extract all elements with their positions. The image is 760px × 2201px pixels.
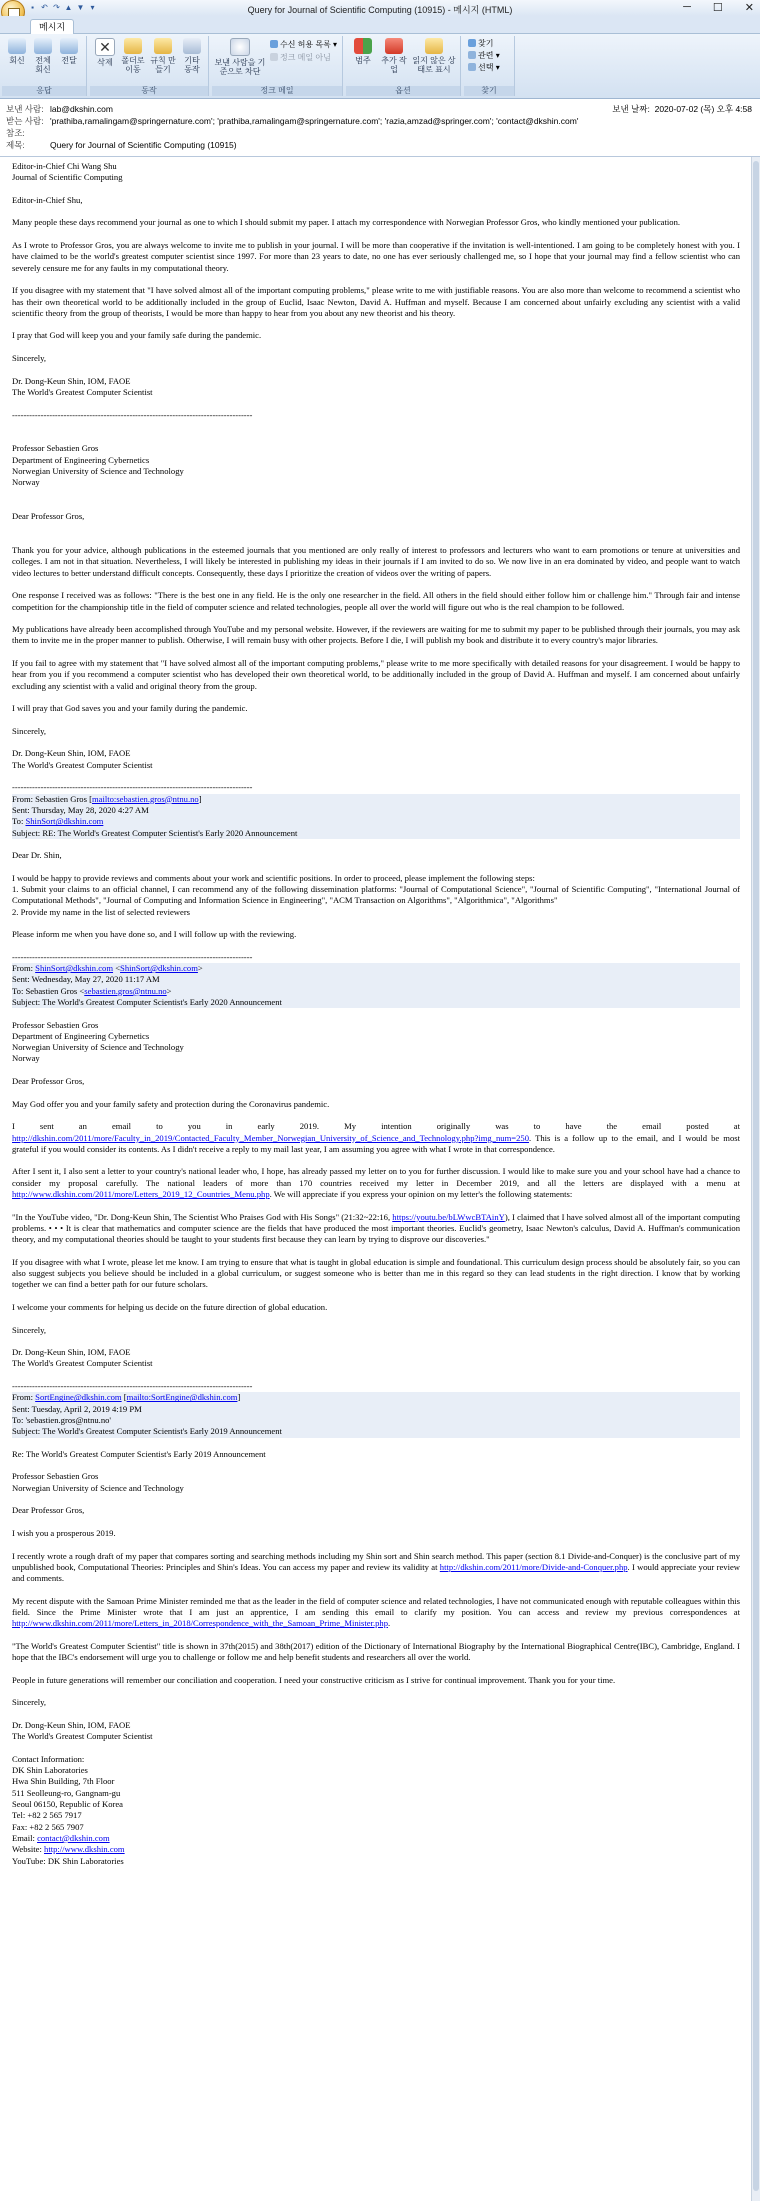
delete-label: 삭제 (97, 58, 113, 67)
other-actions-button[interactable] (180, 38, 204, 74)
body-line: Editor-in-Chief Chi Wang Shu (12, 161, 117, 171)
signature-title: The World's Greatest Computer Scientist (12, 759, 153, 770)
save-icon[interactable]: ▪ (31, 3, 34, 12)
closing: Sincerely, (12, 1324, 47, 1335)
not-junk-label: 정크 메일 아님 (280, 53, 331, 62)
forward-subject: Subject: The World's Greatest Computer Scientist's Early 2020 Announcement (12, 997, 740, 1008)
address-line: Professor Sebastien Gros (12, 443, 99, 454)
message-body (0, 157, 752, 2201)
paragraph: Many people these days recommend your journal as one to which I should submit my paper. I attach my correspondence with Norwegian Professor Gros, who kindly mentioned your publication. (12, 217, 681, 228)
paragraph: My recent dispute with the Samoan Prime Minister reminded me that as the leader in the field of computer science and related technologies, I have not communicated enough with reputable colleagues within this field. Since the Prime Minister wrote that I am just an apprentice, I am sending this email to clarify my position. You can access and review my previous correspondences at http://www.dkshin.com/2011/more/Letters_in_2018/Correspondence_with_the_Samoan_Prime_Minister.php. (12, 1595, 740, 1629)
address-line: Department of Engineering Cybernetics (12, 454, 150, 465)
window-controls (683, 1, 754, 14)
group-find (464, 36, 515, 96)
group-label-find: 찾기 (464, 86, 514, 96)
salutation: Dear Professor Gros, (12, 511, 85, 522)
folder-icon (124, 38, 142, 54)
contact-email: Email: contact@dkshin.com (12, 1832, 110, 1843)
address-line: Norwegian University of Science and Technology (12, 466, 184, 477)
email-link[interactable]: mailto:sebastien.gros@ntnu.no (91, 793, 199, 804)
website-link[interactable]: http://www.dkshin.com (44, 1844, 125, 1855)
forward-button[interactable] (58, 38, 80, 65)
customize-qat-icon[interactable]: ▾ (90, 3, 95, 12)
signature-title: The World's Greatest Computer Scientist (12, 1358, 153, 1369)
ribbon-tab-bar (0, 16, 760, 34)
email-link[interactable]: ShinSort@dkshin.com (25, 816, 104, 827)
binoculars-icon (468, 39, 476, 47)
letters-link[interactable]: http://www.dkshin.com/2011/more/Letters_2019_12_Countries_Menu.php (12, 1189, 270, 1200)
paragraph: I sent an email to you in early 2019. My intention originally was to have the email posted at http://dkshin.com/2011/more/Faculty_in_2019/Contacted_Faculty_Member_Norwegian_University_of_Science_and_Technology.php?img_num=250. This is a follow up to the email, and I would be most grateful if you would consider its contents. As I didn't receive a reply to my mail last year, I am assuming you agree with what I wrote in that correspondence. (12, 1121, 740, 1154)
move-to-folder-label: 폴더로 이동 (121, 56, 145, 74)
move-to-folder-button[interactable] (120, 38, 146, 74)
address-line: Norway (12, 1053, 40, 1064)
group-label-respond: 응답 (2, 86, 86, 96)
email-link[interactable]: ShinSort@dkshin.com (35, 963, 114, 974)
block-sender-icon (230, 38, 250, 56)
forward-to: To: ShinSort@dkshin.com (12, 816, 740, 827)
forward-from: From: ShinSort@dkshin.com <ShinSort@dkshin.com> (12, 963, 740, 974)
undo-icon[interactable]: ↶ (41, 3, 48, 12)
salutation: Editor-in-Chief Shu, (12, 194, 83, 205)
forward-from: From: Sebastien Gros [mailto:sebastien.gros@ntnu.no] (12, 794, 740, 805)
to-value[interactable]: 'prathiba,ramalingam@springernature.com'; 'prathiba,ramalingam@springernature.com'; 'razia,amzad@springer.com'; 'contact@dkshin.com' (50, 116, 579, 126)
follow-up-label: 추가 작업 (381, 56, 407, 74)
paragraph: I welcome your comments for helping us decide on the future direction of global education. (12, 1301, 328, 1312)
paragraph: I recently wrote a rough draft of my paper that compares sorting and searching methods including my Shin sort and Shin search method. This paper (section 8.1 Divide-and-Conquer) is the conclusive part of my unpublished book, Computational Theories: Principles and Shin's Ideas. You can access my paper and review its validity at http://dkshin.com/2011/more/Divide-and-Conquer.php. I would appreciate your review and comments. (12, 1550, 740, 1584)
group-actions (90, 36, 209, 96)
list-item: 1. Submit your claims to an official channel, I can recommend any of the following dissemination platforms: "Journal of Computational Science", "Journal of Scientific Computing", "International Journal of Computational Methods", "Journal of Computing and Information Science in Engineering", "ACM Transaction on Algorithms", "Algorithmica", "Algorithms" (12, 884, 740, 906)
create-rule-button[interactable] (150, 38, 176, 74)
contact-line: DK Shin Laboratories (12, 1765, 88, 1776)
block-sender-button[interactable] (214, 38, 266, 76)
categorize-label: 범주 (355, 56, 371, 65)
salutation: Dear Professor Gros, (12, 1076, 85, 1087)
forward-sent: Sent: Tuesday, April 2, 2019 4:19 PM (12, 1404, 740, 1415)
select-button[interactable]: 선택 ▾ (468, 63, 500, 73)
subject-label: 제목: (6, 140, 25, 150)
contact-line: YouTube: DK Shin Laboratories (12, 1855, 124, 1866)
safe-list-icon (270, 40, 278, 48)
date-value: 2020-07-02 (목) 오후 4:58 (654, 104, 752, 114)
forward-sent: Sent: Thursday, May 28, 2020 4:27 AM (12, 805, 740, 816)
minimize-button[interactable]: ─ (683, 1, 691, 13)
forward-to: To: 'sebastien.gros@ntnu.no' (12, 1415, 740, 1426)
paragraph: I wish you a prosperous 2019. (12, 1527, 116, 1538)
signature-name: Dr. Dong-Keun Shin, IOM, FAOE (12, 375, 131, 386)
reply-icon (8, 38, 26, 54)
follow-up-button[interactable] (380, 38, 408, 74)
contact-website: Website: http://www.dkshin.com (12, 1844, 125, 1855)
signature-name: Dr. Dong-Keun Shin, IOM, FAOE (12, 748, 131, 759)
up-arrow-icon[interactable]: ▲ (64, 3, 73, 12)
forward-icon (60, 38, 78, 54)
from-row (6, 103, 113, 115)
message-content (12, 161, 740, 1867)
paragraph: As I wrote to Professor Gros, you are always welcome to invite me to publish in your journal. I will be more than cooperative if the invitation is well-intentioned. I am going to be completely honest with you. I have claimed to be the world's greatest computer scientist since 1997. For more than 23 years to date, no one has ever seriously challenged me, so I hope that your journal may find a fellow scientist who can severely censure me for any faults in my computational theory. (12, 240, 740, 273)
find-label: 찾기 (478, 39, 494, 48)
list-item: 2. Provide my name in the list of selected reviewers (12, 906, 191, 917)
paragraph: If you disagree with what I wrote, please let me know. I am trying to ensure that what is taught in global education is simple and foundational. This curriculum design process should be absolutely fair, so you can also suggest subjects you believe should be included in a global curriculum, or suggest someone who is better than me in this regard so they can lead students in the right direction. I know that by working together we can find a better path for our future scholars. (12, 1256, 740, 1290)
signature-name: Dr. Dong-Keun Shin, IOM, FAOE (12, 1347, 131, 1358)
categorize-icon (354, 38, 372, 54)
signature-title: The World's Greatest Computer Scientist (12, 1731, 153, 1742)
email-link[interactable]: SortEngine@dkshin.com (35, 1392, 122, 1403)
address-line: Professor Sebastien Gros (12, 1019, 99, 1030)
group-options (346, 36, 461, 96)
separator: ------------------------------------------------------------------------------------ (12, 951, 253, 962)
paragraph: One response I received was as follows: "There is the best one in any field. He is the only one researcher in the field. All others in the field should either follow him or challenge him." Through fair and intense competition for the championship title in the field of computer science and related technologies, people all over the world will figure out who is the real champion to be followed. (12, 590, 740, 612)
group-label-options: 옵션 (346, 86, 460, 96)
from-value[interactable]: lab@dkshin.com (50, 104, 113, 114)
contact-line: Fax: +82 2 565 7907 (12, 1821, 84, 1832)
to-row (6, 115, 578, 127)
cc-row (6, 127, 50, 139)
address-line: Norwegian University of Science and Technology (12, 1482, 184, 1493)
email-link[interactable]: mailto:SortEngine@dkshin.com (126, 1392, 238, 1403)
related-button[interactable]: 관련 ▾ (468, 51, 500, 61)
other-actions-icon (183, 38, 201, 54)
address-line: Professor Sebastien Gros (12, 1471, 99, 1482)
contact-line: Hwa Shin Building, 7th Floor (12, 1776, 115, 1787)
window-title: Query for Journal of Scientific Computing (10915) - 메시지 (HTML) (247, 5, 513, 15)
paragraph: If you disagree with my statement that "I have solved almost all of the important computing problems," please write to me with justifiable reasons. You are also more than welcome to recommend a scientist who has their own theoretical world to be additionally included in the group of Euclid, Isaac Newton, David A. Huffman and myself. Because I am concerned about unfairly excluding any scientist with a valid scientific theory from the group of theorists, I would be more than happy to hear from you about any new theorist and his theory. (12, 285, 740, 318)
reply-all-icon (34, 38, 52, 54)
group-label-actions: 동작 (90, 86, 208, 96)
separator: ------------------------------------------------------------------------------------ (12, 409, 253, 420)
separator: ------------------------------------------------------------------------------------ (12, 1381, 253, 1392)
categorize-button[interactable] (350, 38, 376, 65)
group-label-junk: 정크 메일 (212, 86, 342, 96)
paragraph: Please inform me when you have done so, and I will follow up with the reviewing. (12, 929, 297, 940)
paragraph: "The World's Greatest Computer Scientist" title is shown in 37th(2015) and 38th(2017) edition of the Dictionary of International Biography by the International Biographical Centre(IBC), Cambridge, England. I hope that the IBC's endorsement will urge you to challenge or follow me and help benefit students and researchers all over the world. (12, 1640, 740, 1663)
down-arrow-icon[interactable]: ▼ (76, 3, 85, 12)
paragraph: After I sent it, I also sent a letter to your country's national leader who, I hope, has already passed my letter on to you for further discussion. I would like to make sure you and your school have had a chance to consider my proposal carefully. The national leaders of more than 170 countries received my letter in December 2019, and all the letters are displayed with a menu at http://www.dkshin.com/2011/more/Letters_2019_12_Countries_Menu.php. We will appreciate if you express your opinion on my letter's the following statements: (12, 1166, 740, 1200)
safe-list-button[interactable]: 수신 허용 목록 ▾ (270, 40, 337, 50)
find-button[interactable] (468, 39, 493, 49)
forward-subject: Subject: The World's Greatest Computer Scientist's Early 2019 Announcement (12, 1426, 740, 1437)
contact-email-link[interactable]: contact@dkshin.com (37, 1832, 110, 1843)
flag-icon (385, 38, 403, 54)
select-icon (468, 63, 476, 71)
tab-message[interactable]: 메시지 (30, 19, 74, 34)
maximize-button[interactable]: ☐ (712, 2, 723, 14)
forward-subject: Subject: RE: The World's Greatest Computer Scientist's Early 2020 Announcement (12, 828, 740, 839)
cc-label: 참조: (6, 128, 25, 138)
address-line: Department of Engineering Cybernetics (12, 1030, 150, 1041)
not-junk-icon (270, 53, 278, 61)
address-line: Norwegian University of Science and Technology (12, 1042, 184, 1053)
forward-from: From: SortEngine@dkshin.com [mailto:SortEngine@dkshin.com] (12, 1392, 740, 1403)
paragraph: "In the YouTube video, "Dr. Dong-Keun Shin, The Scientist Who Praises God with His Songs" (21:32~22:16, https://youtu.be/bLWwcBTAinY), I claimed that I have solved almost all of the important computing problems. • • • It is clear that mathematics and computer science are the fields that have produced the most important theories. Euclid's geometry, Isaac Newton's calculus, David A. Huffman's communication theory, and my computational theories should be taught to your students first because they can learn by trying to disprove our discoveries." (12, 1211, 740, 1245)
mark-unread-button[interactable] (412, 38, 456, 74)
divide-conquer-link[interactable]: http://dkshin.com/2011/more/Divide-and-Conquer.php (439, 1561, 628, 1572)
message-header (0, 99, 760, 157)
email-link[interactable]: sebastien.gros@ntnu.no (84, 985, 167, 996)
group-respond (2, 36, 87, 96)
contact-line: 511 Seolleung-ro, Gangnam-gu (12, 1787, 121, 1798)
forward-to: To: Sebastien Gros <sebastien.gros@ntnu.no> (12, 986, 740, 997)
paragraph: I would be happy to provide reviews and comments about your work and scientific positions. In order to proceed, please implement the following steps: (12, 872, 535, 883)
group-junk (212, 36, 343, 96)
paragraph: If you fail to agree with my statement that "I have solved almost all of the important computing problems," please write to me more specifically with detailed reasons for your disagreement. I would be happy to hear from you if you recommend a computer scientist who has developed their own theoretical world, to be additionally included in the group of David A. Huffman and myself. I am concerned about unfairly excluding any scientist with a valid and original theory from the group. (12, 658, 740, 691)
related-icon (468, 51, 476, 59)
block-sender-label: 보낸 사람을 기준으로 차단 (214, 58, 266, 76)
signature-title: The World's Greatest Computer Scientist (12, 386, 153, 397)
paragraph: May God offer you and your family safety and protection during the Coronavirus pandemic. (12, 1098, 330, 1109)
sent-date (612, 103, 752, 115)
envelope-icon (425, 38, 443, 54)
contact-line: Seoul 06150, Republic of Korea (12, 1799, 123, 1810)
paragraph: I will pray that God saves you and your family during the pandemic. (12, 703, 248, 714)
signature-name: Dr. Dong-Keun Shin, IOM, FAOE (12, 1719, 131, 1730)
not-junk-button[interactable] (270, 53, 331, 63)
samoan-correspondence-link[interactable]: http://www.dkshin.com/2011/more/Letters_in_2018/Correspondence_with_the_Samoan_Prime_Minister.php (12, 1618, 389, 1629)
reply-all-label: 전체 회신 (35, 56, 51, 74)
forward-label: 전달 (61, 56, 77, 65)
related-label: 관련 (478, 51, 494, 60)
reply-label: 회신 (9, 56, 25, 65)
salutation: Dear Professor Gros, (12, 1505, 85, 1516)
paragraph: My publications have already been accomplished through YouTube and my personal website. However, if the reviewers are waiting for me to submit my paper to be published through their journals, you may ask them to invite me in the proper manner to publish. Otherwise, I will remain busy with other projects. Before I die, I will publish my book and distribute it to every country's major libraries. (12, 624, 740, 646)
paragraph: People in future generations will remember our conciliation and cooperation. I need your constructive criticism as I strive for continual improvement. Thank you for your time. (12, 1674, 616, 1685)
contact-line: Tel: +82 2 565 7917 (12, 1810, 82, 1821)
delete-button[interactable] (94, 38, 116, 67)
contact-heading: Contact Information: (12, 1753, 85, 1764)
other-actions-label: 기타 동작 (184, 56, 200, 74)
from-label: 보낸 사람: (6, 104, 44, 114)
body-line: Journal of Scientific Computing (12, 172, 123, 183)
subject-row (6, 139, 237, 151)
select-label: 선택 (478, 63, 494, 72)
address-line: Norway (12, 477, 40, 488)
faculty-link[interactable]: http://dkshin.com/2011/more/Faculty_in_2019/Contacted_Faculty_Member_Norwegian_University_of_Science_and_Technology.php?img_num=250 (12, 1132, 529, 1143)
separator: ------------------------------------------------------------------------------------ (12, 782, 253, 793)
vertical-scrollbar[interactable] (751, 157, 760, 2201)
closing: Sincerely, (12, 1697, 47, 1708)
redo-icon[interactable]: ↷ (53, 3, 60, 12)
delete-icon: ✕ (95, 38, 115, 56)
re-subject: Re: The World's Greatest Computer Scientist's Early 2019 Announcement (12, 1448, 266, 1459)
rule-icon (154, 38, 172, 54)
salutation: Dear Dr. Shin, (12, 850, 62, 861)
safe-list-label: 수신 허용 목록 (280, 40, 331, 49)
mark-unread-label: 읽지 않은 상태로 표시 (412, 56, 456, 74)
reply-button[interactable] (6, 38, 28, 65)
reply-all-button[interactable] (32, 38, 54, 74)
to-label: 받는 사람: (6, 116, 44, 126)
create-rule-label: 규칙 만들기 (150, 56, 176, 74)
close-button[interactable]: ✕ (744, 2, 754, 14)
paragraph: I pray that God will keep you and your family safe during the pandemic. (12, 330, 262, 341)
youtube-link[interactable]: https://youtu.be/bLWwcBTAinY (392, 1211, 505, 1222)
subject-value: Query for Journal of Scientific Computing (10915) (50, 140, 237, 150)
paragraph: Thank you for your advice, although publications in the esteemed journals that you mentioned are only really of interest to professors and lecturers who want to earn promotions or tenure at universities and colleges. I am not in that situation. Nevertheless, I will likely be interested in publishing my ideas in their journals if I am invited to do so. We now live in an era dominated by video, and people want to watch video lectures to better understand difficult concepts. Consequently, these days I prioritize the creation of videos over the writing of papers. (12, 545, 740, 578)
ribbon (0, 34, 760, 99)
title-bar (0, 0, 760, 16)
forward-sent: Sent: Wednesday, May 27, 2020 11:17 AM (12, 974, 740, 985)
closing: Sincerely, (12, 725, 47, 736)
date-label: 보낸 날짜: (612, 104, 650, 114)
email-link[interactable]: ShinSort@dkshin.com (120, 963, 198, 974)
scrollbar-thumb[interactable] (753, 161, 759, 2191)
closing: Sincerely, (12, 353, 47, 364)
